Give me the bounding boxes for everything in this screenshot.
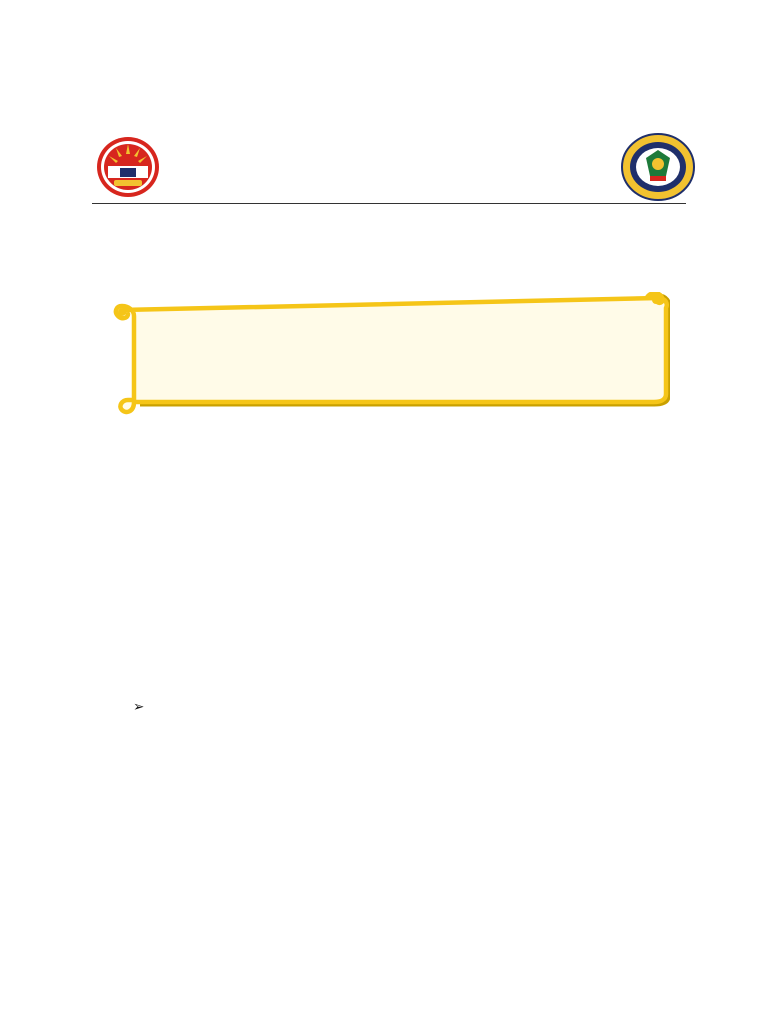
arrow-bullet-icon: ➢ <box>133 699 145 714</box>
ykpp-logo <box>96 136 160 198</box>
letterhead <box>92 132 686 206</box>
scroll-frame <box>110 292 670 416</box>
school-crest-logo <box>620 132 696 202</box>
letterhead-rule <box>92 203 686 204</box>
